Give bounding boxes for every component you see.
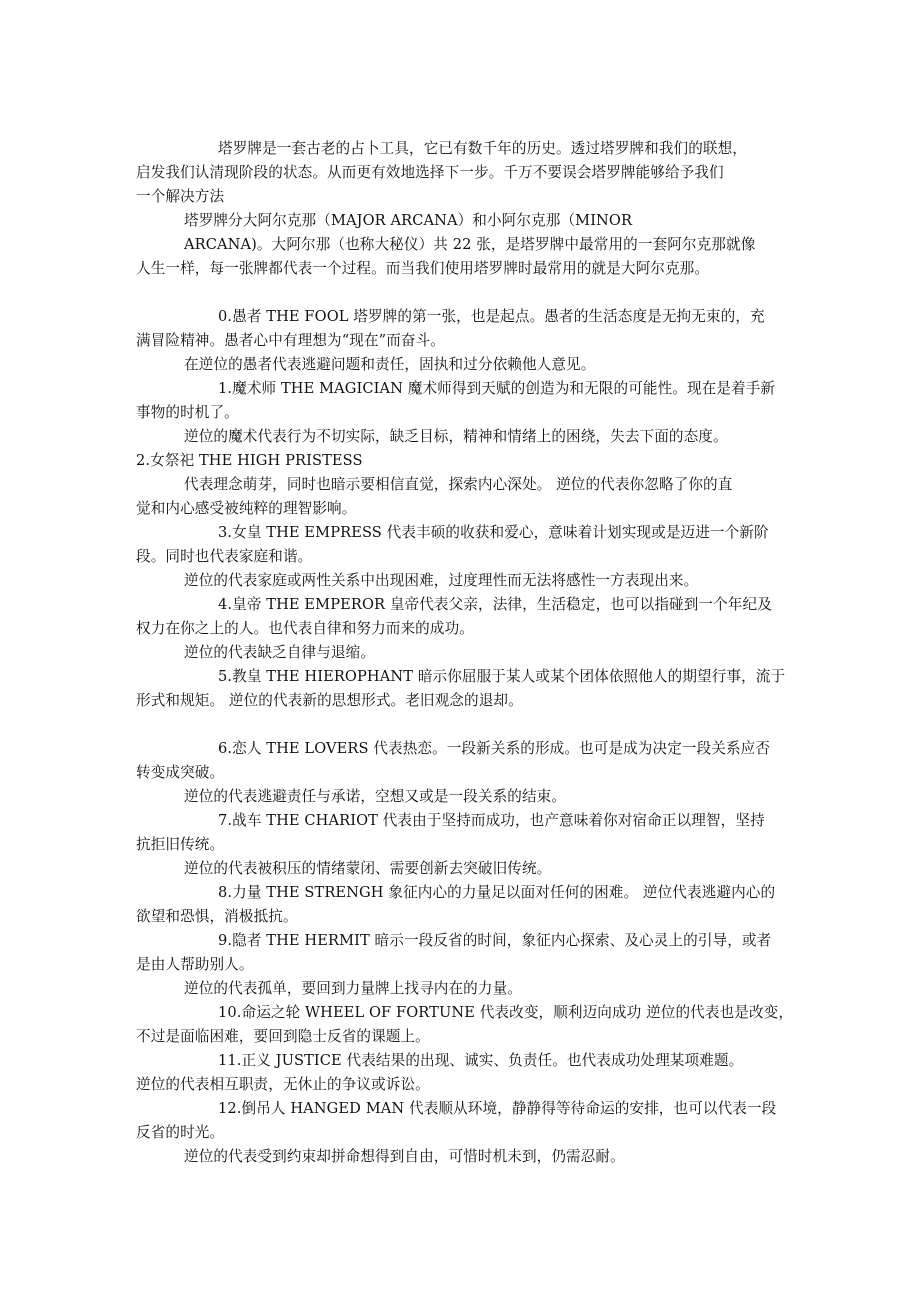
- text-line: 逆位的代表孤单，要回到力量牌上找寻内在的力量。: [184, 980, 522, 997]
- text-line: 一个解决方法: [136, 188, 225, 205]
- text-line: 不过是面临困难，要回到隐士反省的课题上。: [136, 1028, 430, 1045]
- text-line: 代表理念萌芽，同时也暗示要相信直觉，探索内心深处。 逆位的代表你忽略了你的直: [184, 476, 733, 493]
- text-line: 10.命运之轮 WHEEL OF FORTUNE 代表改变，顺利迈向成功 逆位的代表也是改变，: [218, 1004, 794, 1021]
- text-line: 6.恋人 THE LOVERS 代表热恋。一段新关系的形成。也可是成为决定一段关系应否: [218, 740, 771, 757]
- text-line: 欲望和恐惧，消极抵抗。: [136, 908, 298, 925]
- text-line: 事物的时机了。: [136, 404, 239, 421]
- text-line: 12.倒吊人 HANGED MAN 代表顺从环境，静静得等待命运的安排，也可以代表一段: [218, 1100, 777, 1117]
- blank-line: [136, 713, 802, 737]
- text-line: 反省的时光。: [136, 1124, 225, 1141]
- text-line: 逆位的代表被积压的情绪蒙闭、需要创新去突破旧传统。: [184, 860, 552, 877]
- text-line: 启发我们认清现阶段的状态。从而更有效地选择下一步。千万不要误会塔罗牌能够给予我们: [136, 164, 724, 181]
- text-line: 转变成突破。: [136, 764, 225, 781]
- text-line: 5.教皇 THE HIEROPHANT 暗示你屈服于某人或某个团体依照他人的期望行事，流于: [218, 668, 786, 685]
- text-line: 人生一样，每一张牌都代表一个过程。而当我们使用塔罗牌时最常用的就是大阿尔克那。: [136, 260, 710, 277]
- text-line: 4.皇帝 THE EMPEROR 皇帝代表父亲，法律，生活稳定，也可以指碰到一个年纪及: [218, 596, 772, 613]
- text-line: ARCANA)。大阿尔那（也称大秘仪）共 22 张，是塔罗牌中最常用的一套阿尔克那就像: [184, 236, 756, 253]
- text-line: 1.魔术师 THE MAGICIAN 魔术师得到天赋的创造为和无限的可能性。现在是着手新: [218, 380, 776, 397]
- text-line: 在逆位的愚者代表逃避问题和责任，固执和过分依赖他人意见。: [184, 356, 596, 373]
- text-line: 逆位的代表缺乏自律与退缩。: [184, 644, 376, 661]
- text-line: 觉和内心感受被纯粹的理智影响。: [136, 500, 357, 517]
- text-line: 11.正义 JUSTICE 代表结果的出现、诚实、负责任。也代表成功处理某项难题。: [218, 1052, 744, 1069]
- document-page: [136, 137, 802, 1169]
- text-line: 逆位的代表相互职责，无休止的争议或诉讼。: [136, 1076, 430, 1093]
- text-line: 满冒险精神。愚者心中有理想为“现在”而奋斗。: [136, 332, 445, 349]
- text-line: 逆位的代表受到约束却拼命想得到自由，可惜时机未到，仍需忍耐。: [184, 1148, 625, 1165]
- text-line: 形式和规矩。 逆位的代表新的思想形式。老旧观念的退却。: [136, 692, 523, 709]
- text-line: 3.女皇 THE EMPRESS 代表丰硕的收获和爱心，意味着计划实现或是迈进一个新阶: [218, 524, 769, 541]
- text-line: 8.力量 THE STRENGH 象征内心的力量足以面对任何的困难。 逆位代表逃避内心的: [218, 884, 776, 901]
- text-line: 逆位的代表逃避责任与承诺，空想又或是一段关系的结束。: [184, 788, 567, 805]
- blank-line: [136, 281, 802, 305]
- text-line: 逆位的代表家庭或两性关系中出现困难，过度理性而无法将感性一方表现出来。: [184, 572, 699, 589]
- text-line: 塔罗牌是一套古老的占卜工具，它已有数千年的历史。透过塔罗牌和我们的联想，: [218, 140, 747, 157]
- text-line: 0.愚者 THE FOOL 塔罗牌的第一张，也是起点。愚者的生活态度是无拘无束的，充: [218, 308, 765, 325]
- text-line: 逆位的魔术代表行为不切实际，缺乏目标，精神和情绪上的困绕，失去下面的态度。: [184, 428, 728, 445]
- text-line: 是由人帮助别人。: [136, 956, 254, 973]
- text-line: 权力在你之上的人。也代表自律和努力而来的成功。: [136, 620, 474, 637]
- text-line: 7.战车 THE CHARIOT 代表由于坚持而成功，也产意味着你对宿命正以理智，坚持: [218, 812, 765, 829]
- text-line: 段。同时也代表家庭和谐。: [136, 548, 313, 565]
- text-line: 9.隐者 THE HERMIT 暗示一段反省的时间，象征内心探索、及心灵上的引导，或者: [218, 932, 772, 949]
- text-line: 2.女祭祀 THE HIGH PRISTESS: [136, 452, 363, 469]
- text-line: 抗拒旧传统。: [136, 836, 225, 853]
- text-line: 塔罗牌分大阿尔克那（MAJOR ARCANA）和小阿尔克那（MINOR: [184, 212, 633, 229]
